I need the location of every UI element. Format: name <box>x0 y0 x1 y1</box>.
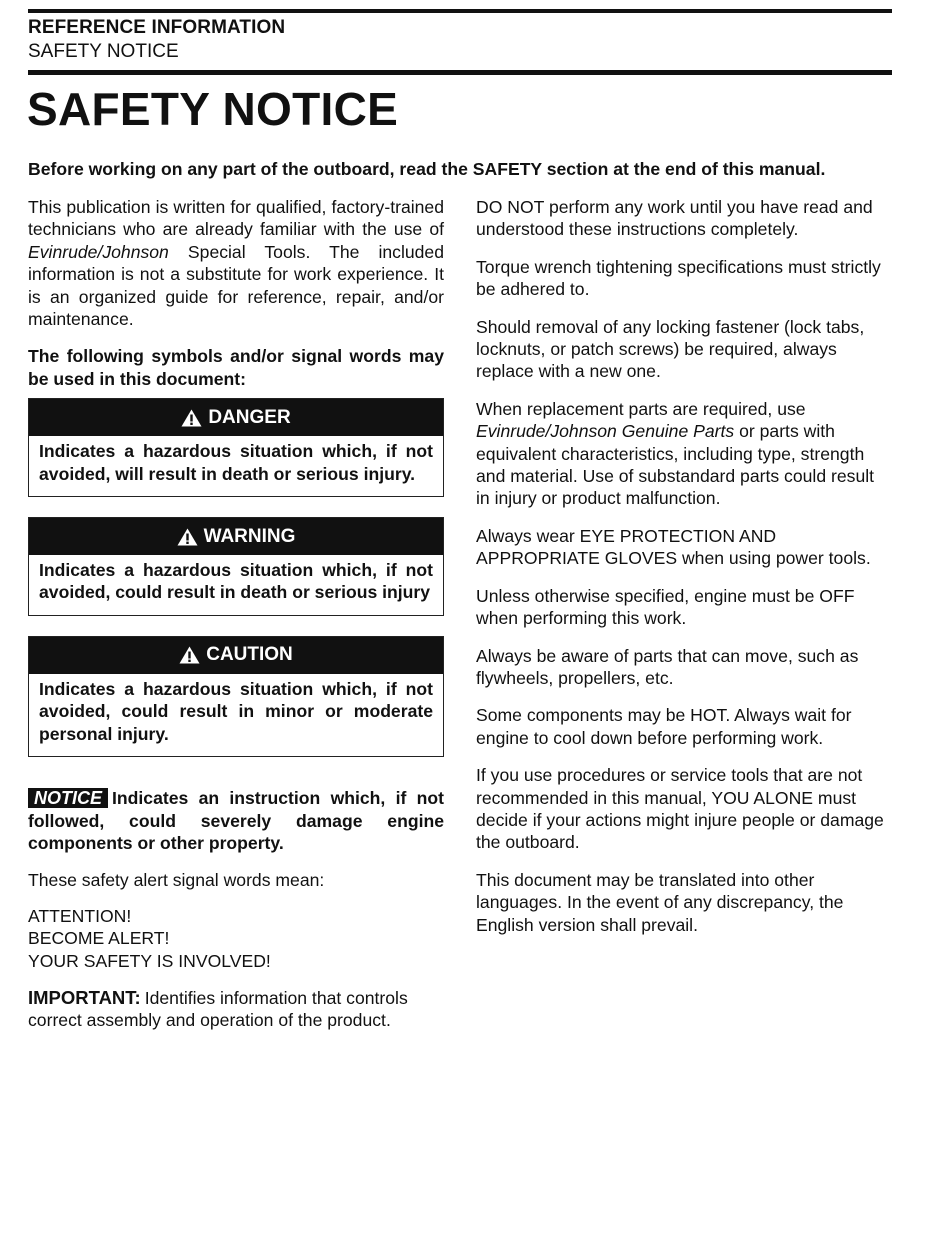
section-title: REFERENCE INFORMATION <box>28 17 286 38</box>
notice-tag: NOTICE <box>28 788 108 808</box>
right-paragraph: Always wear EYE PROTECTION AND APPROPRIATE GLOVES when using power tools. <box>476 525 871 569</box>
lead-statement: Before working on any part of the outboard, read the SAFETY section at the end of this manual. <box>28 159 826 179</box>
danger-header <box>29 399 443 436</box>
caution-label: CAUTION <box>206 644 293 666</box>
page-title: SAFETY NOTICE <box>27 83 399 135</box>
signal-line: YOUR SAFETY IS INVOLVED! <box>28 950 271 971</box>
notice-paragraph <box>28 787 444 854</box>
right-paragraph: This document may be translated into other languages. In the event of any discrepancy, the English version shall prevail. <box>476 869 844 935</box>
left-column <box>28 196 444 1032</box>
danger-label: DANGER <box>208 406 291 428</box>
signal-line: ATTENTION! <box>28 905 132 926</box>
important-text: Identifies information that controls correct assembly and operation of the product. <box>28 987 408 1031</box>
important-label: IMPORTANT: <box>28 986 141 1008</box>
caution-box <box>28 636 444 757</box>
signal-lines <box>28 905 444 972</box>
symbols-intro: The following symbols and/or signal words may be used in this document: <box>28 346 444 389</box>
warning-text: Indicates a hazardous situation which, if not avoided, could result in death or serious injury <box>39 560 433 603</box>
warning-triangle-icon <box>181 409 202 427</box>
caution-header <box>29 637 443 674</box>
right-paragraph: When replacement parts are required, use Evinrude/Johnson Genuine Parts or parts with equivalent characteristics, including type, strength and material. Use of substandard parts could result in injury or product malfunction. <box>476 398 875 509</box>
danger-box <box>28 398 444 497</box>
right-paragraph: If you use procedures or service tools that are not recommended in this manual, YOU ALONE must decide if your actions might injure people or damage the outboard. <box>476 765 884 853</box>
brand-name: Evinrude/Johnson <box>28 241 169 262</box>
caution-text: Indicates a hazardous situation which, if not avoided, could result in minor or moderate personal injury. <box>39 678 433 744</box>
important-paragraph <box>28 987 444 1032</box>
subsection-title: SAFETY NOTICE <box>28 41 179 62</box>
brand-parts-name: Evinrude/Johnson Genuine Parts <box>476 421 735 442</box>
danger-text: Indicates a hazardous situation which, if not avoided, will result in death or serious injury. <box>39 441 433 484</box>
header-rule-bottom <box>28 70 892 75</box>
right-paragraph: Torque wrench tightening specifications must strictly be adhered to. <box>476 256 881 300</box>
warning-box <box>28 517 444 616</box>
right-paragraph: DO NOT perform any work until you have read and understood these instructions completely. <box>476 197 873 240</box>
right-column <box>476 196 892 951</box>
right-paragraph: Should removal of any locking fastener (lock tabs, locknuts, or patch screws) be required, always replace with a new one. <box>476 316 865 382</box>
signal-line: BECOME ALERT! <box>28 928 170 949</box>
right-paragraph: Some components may be HOT. Always wait for engine to cool down before performing work. <box>476 705 852 748</box>
notice-text: Indicates an instruction which, if not followed, could severely damage engine components or other property. <box>28 788 444 853</box>
warning-header <box>29 518 443 555</box>
warning-label: WARNING <box>203 525 296 547</box>
intro-paragraph: This publication is written for qualified, factory-trained technicians who are already familiar with the use of Evinrude/Johnson Special Tools. The included information is not a substitute for work experience. It is an organized guide for reference, repair, and/or maintenance. <box>28 197 444 330</box>
warning-triangle-icon <box>179 646 200 664</box>
right-paragraph: Always be aware of parts that can move, such as flywheels, propellers, etc. <box>476 645 859 688</box>
header-rule-top <box>28 9 892 13</box>
right-paragraph: Unless otherwise specified, engine must be OFF when performing this work. <box>476 585 855 629</box>
warning-triangle-icon <box>177 528 198 546</box>
signal-words-intro: These safety alert signal words mean: <box>28 870 325 891</box>
